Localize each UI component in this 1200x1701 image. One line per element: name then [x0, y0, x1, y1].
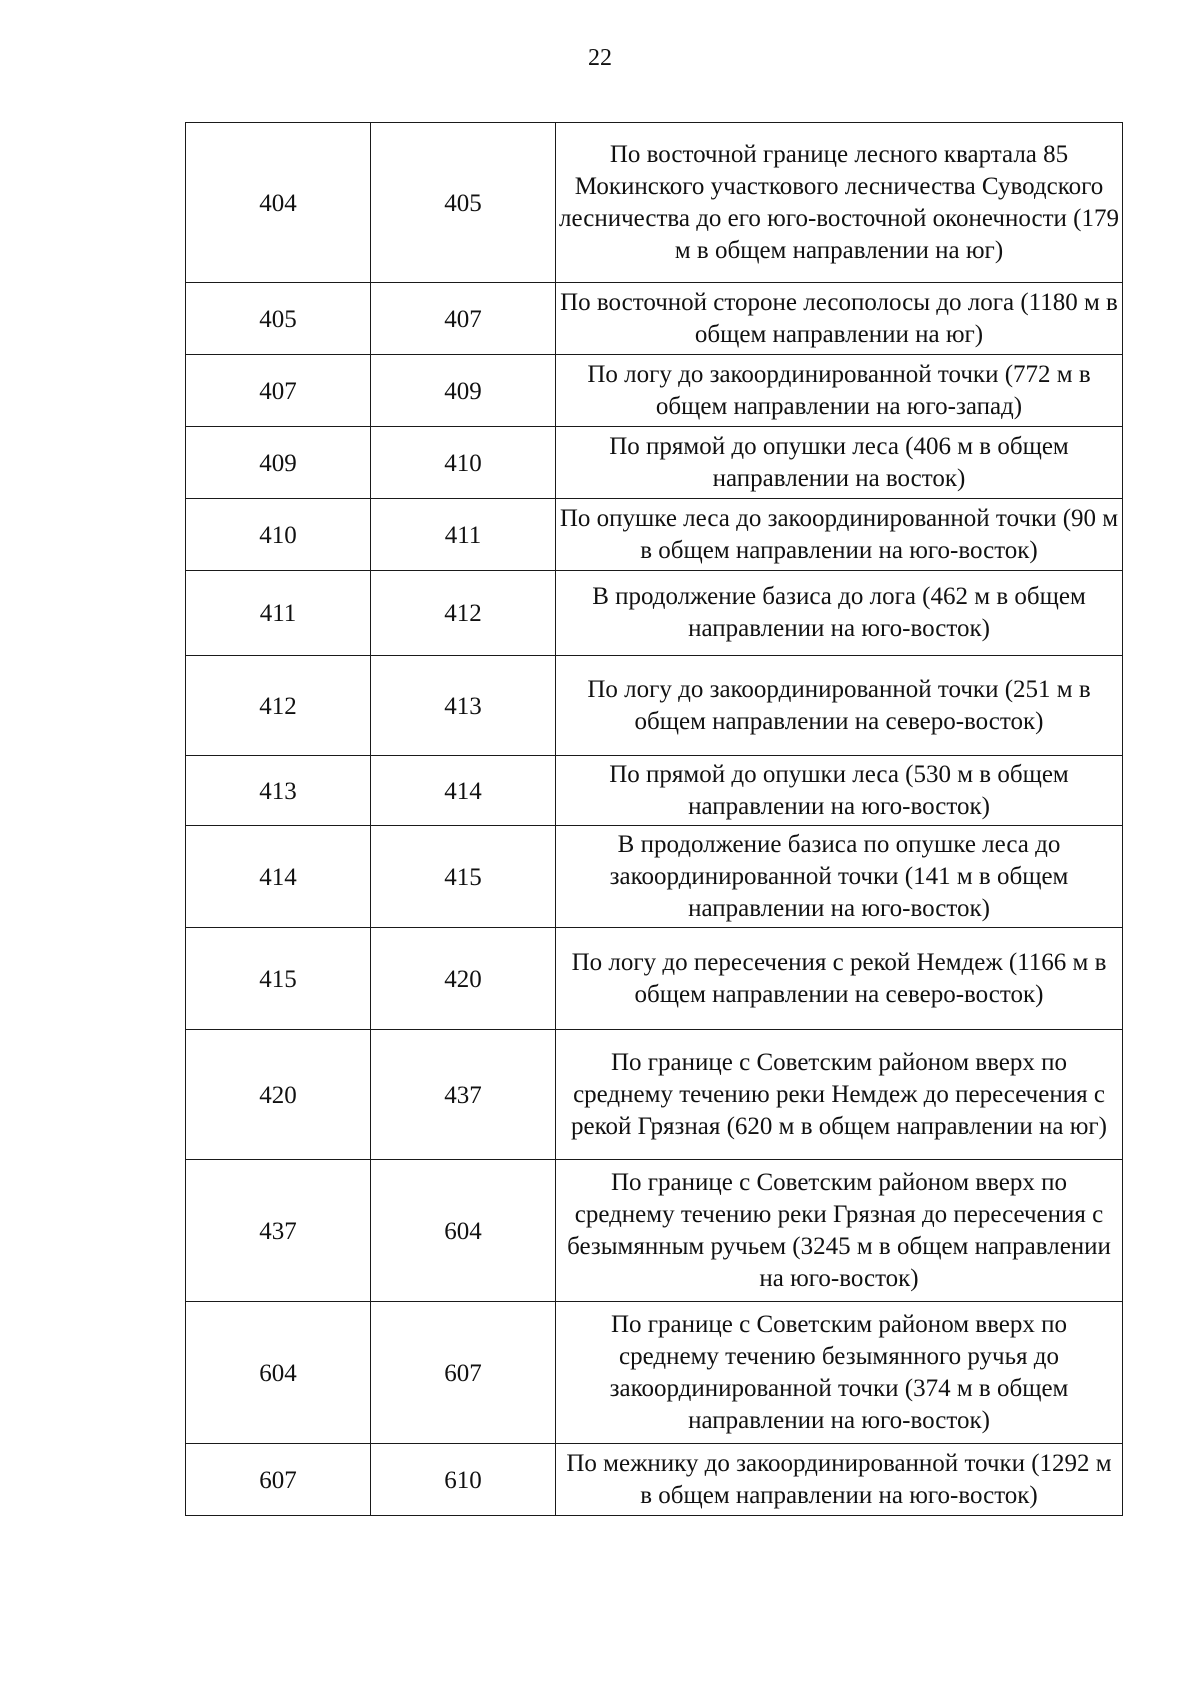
description-cell: По логу до закоординированной точки (251 м в общем направлении на северо-восток) — [556, 656, 1123, 756]
to-point-cell: 412 — [371, 571, 556, 656]
from-point-cell: 411 — [186, 571, 371, 656]
to-point-cell: 415 — [371, 826, 556, 928]
to-point-cell: 420 — [371, 928, 556, 1030]
from-point-cell: 405 — [186, 283, 371, 355]
table-row — [186, 123, 1123, 283]
description-cell: По прямой до опушки леса (530 м в общем направлении на юго-восток) — [556, 756, 1123, 826]
description-cell: По логу до закоординированной точки (772 м в общем направлении на юго-запад) — [556, 355, 1123, 427]
table-row — [186, 283, 1123, 355]
from-point-cell: 409 — [186, 427, 371, 499]
from-point-cell: 607 — [186, 1444, 371, 1516]
to-point-cell: 413 — [371, 656, 556, 756]
from-point-cell: 420 — [186, 1030, 371, 1160]
to-point-cell: 414 — [371, 756, 556, 826]
table-row — [186, 826, 1123, 928]
from-point-cell: 604 — [186, 1302, 371, 1444]
to-point-cell: 407 — [371, 283, 556, 355]
table-row — [186, 1302, 1123, 1444]
page-number: 22 — [588, 45, 612, 71]
table-row — [186, 1160, 1123, 1302]
table-row — [186, 1030, 1123, 1160]
description-cell: По опушке леса до закоординированной точки (90 м в общем направлении на юго-восток) — [556, 499, 1123, 571]
description-cell: В продолжение базиса по опушке леса до закоординированной точки (141 м в общем направлении на юго-восток) — [556, 826, 1123, 928]
table-row — [186, 756, 1123, 826]
table-row — [186, 656, 1123, 756]
table-row — [186, 928, 1123, 1030]
table-row — [186, 427, 1123, 499]
from-point-cell: 410 — [186, 499, 371, 571]
description-cell: По границе с Советским районом вверх по среднему течению безымянного ручья до закоординированной точки (374 м в общем направлении на юго-восток) — [556, 1302, 1123, 1444]
from-point-cell: 437 — [186, 1160, 371, 1302]
from-point-cell: 415 — [186, 928, 371, 1030]
description-cell: По границе с Советским районом вверх по среднему течению реки Грязная до пересечения с безымянным ручьем (3245 м в общем направлении на юго-восток) — [556, 1160, 1123, 1302]
to-point-cell: 405 — [371, 123, 556, 283]
description-cell: По межнику до закоординированной точки (1292 м в общем направлении на юго-восток) — [556, 1444, 1123, 1516]
description-cell: По восточной стороне лесополосы до лога (1180 м в общем направлении на юг) — [556, 283, 1123, 355]
to-point-cell: 437 — [371, 1030, 556, 1160]
description-cell: По границе с Советским районом вверх по среднему течению реки Немдеж до пересечения с рекой Грязная (620 м в общем направлении на юг) — [556, 1030, 1123, 1160]
description-cell: По прямой до опушки леса (406 м в общем направлении на восток) — [556, 427, 1123, 499]
table-row — [186, 571, 1123, 656]
to-point-cell: 610 — [371, 1444, 556, 1516]
to-point-cell: 410 — [371, 427, 556, 499]
to-point-cell: 607 — [371, 1302, 556, 1444]
from-point-cell: 414 — [186, 826, 371, 928]
to-point-cell: 411 — [371, 499, 556, 571]
from-point-cell: 412 — [186, 656, 371, 756]
description-cell: По восточной границе лесного квартала 85 Мокинского участкового лесничества Суводского лесничества до его юго-восточной оконечности (179 м в общем направлении на юг) — [556, 123, 1123, 283]
table-row — [186, 499, 1123, 571]
table-row — [186, 1444, 1123, 1516]
to-point-cell: 409 — [371, 355, 556, 427]
from-point-cell: 413 — [186, 756, 371, 826]
description-cell: В продолжение базиса до лога (462 м в общем направлении на юго-восток) — [556, 571, 1123, 656]
boundary-table — [185, 122, 1123, 1516]
from-point-cell: 404 — [186, 123, 371, 283]
table-row — [186, 355, 1123, 427]
from-point-cell: 407 — [186, 355, 371, 427]
description-cell: По логу до пересечения с рекой Немдеж (1166 м в общем направлении на северо-восток) — [556, 928, 1123, 1030]
to-point-cell: 604 — [371, 1160, 556, 1302]
